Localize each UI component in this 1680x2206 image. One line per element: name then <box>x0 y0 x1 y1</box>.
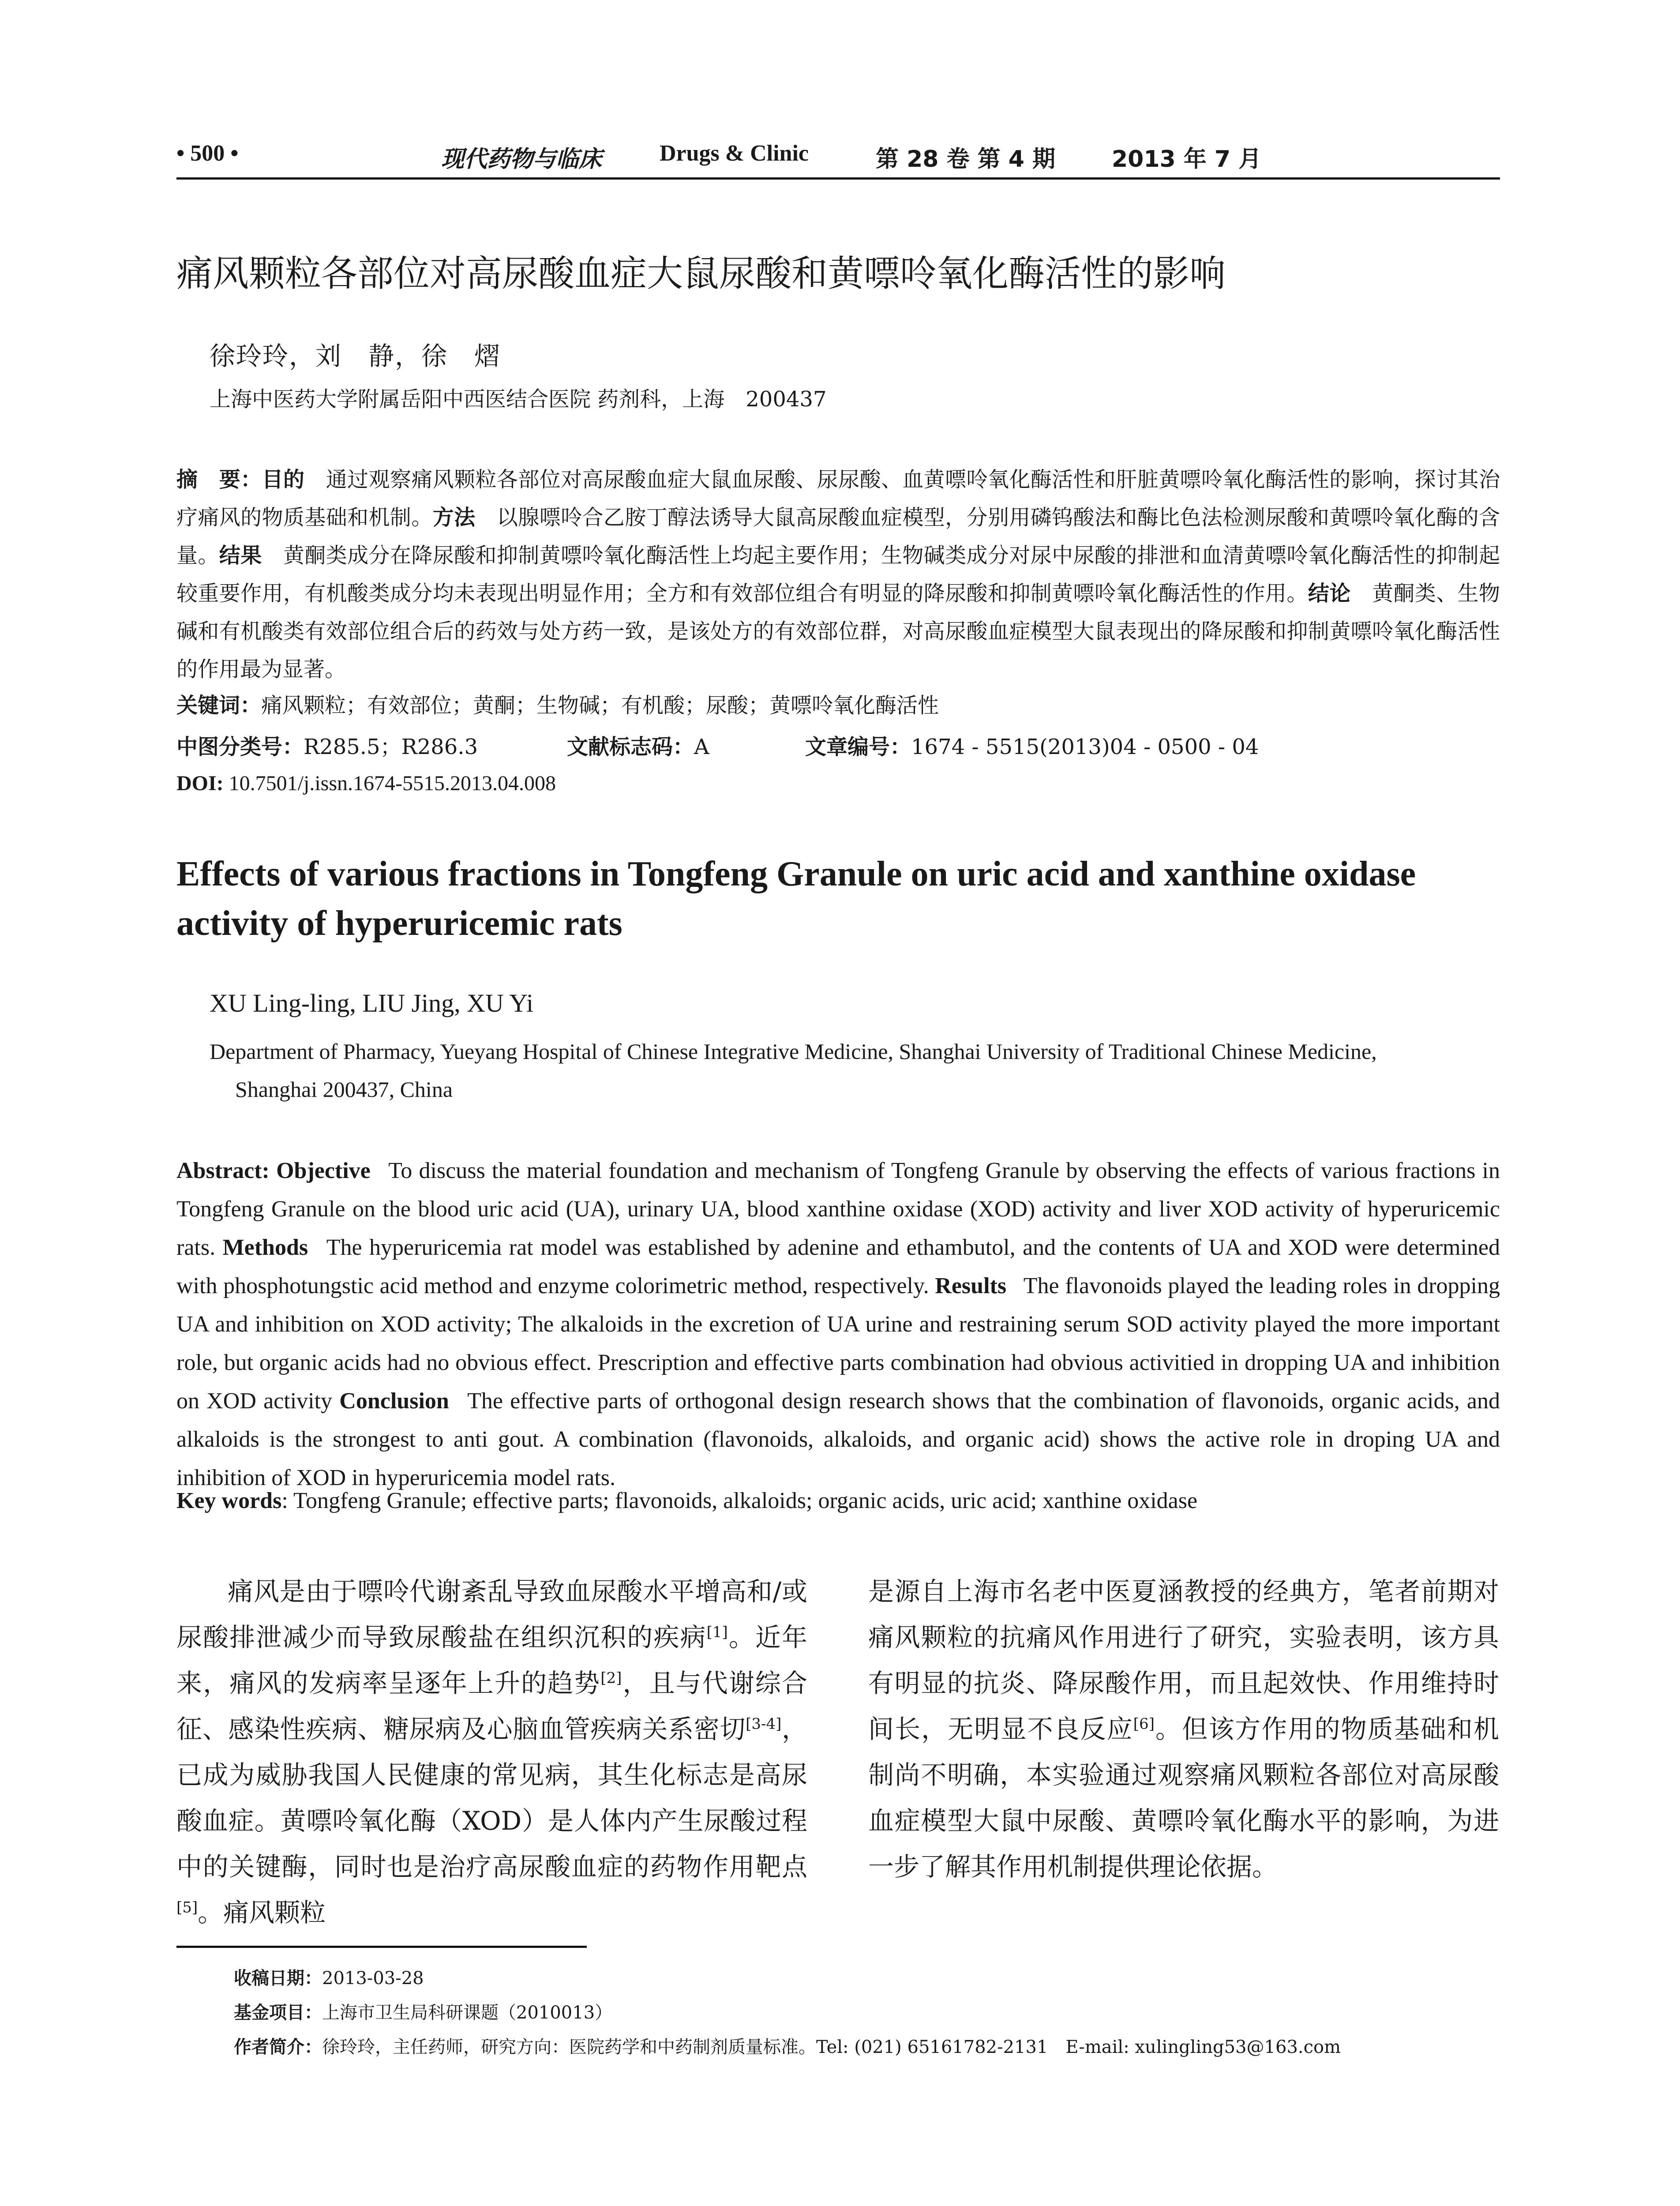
journal-date: 2013 年 7 月 <box>1112 146 1262 173</box>
clc-value: R285.5；R286.3 <box>304 735 478 759</box>
journal-issue: 第 28 卷 第 4 期 <box>876 146 1056 173</box>
body-text: ，已成为威胁我国人民健康的常见病，其生化标志是高尿酸血症。黄嘌呤氧化酶（XOD）是人体内产生尿酸过程中的关键酶，同时也是治疗高尿酸血症的药物作用靶点 <box>176 1714 807 1882</box>
doc-code <box>567 730 709 760</box>
abstract-cn <box>176 461 1500 688</box>
citation: [3-4] <box>746 1715 782 1733</box>
article-number-label: 文章编号： <box>805 735 911 759</box>
article-number-value: 1674 - 5515(2013)04 - 0500 - 04 <box>911 735 1259 759</box>
title-en: Effects of various fractions in Tongfeng Granule on uric acid and xanthine oxidase activity of hyperuricemic rats <box>176 855 1416 943</box>
body-column-right <box>868 1568 1499 1890</box>
objective-en: To discuss the material foundation and mechanism of Tongfeng Granule by observing the effects of various fractions in Tongfeng Granule on the blood uric acid (UA), urinary UA, blood xanthine oxidase (XOD) activity and liver XOD activity of hyperuricemic rats. <box>176 1158 1500 1260</box>
body-text: 是源自上海市名老中医夏涵教授的经典方，笔者前期对痛风颗粒的抗痛风作用进行了研究，实验表明，该方具有明显的抗炎、降尿酸作用，而且起效快、作用维持时间长，无明显不良反应 <box>868 1576 1499 1744</box>
doi-label: DOI: <box>176 772 224 795</box>
footnote-fund <box>234 1999 612 2024</box>
fund-label: 基金项目： <box>234 2003 322 2023</box>
keywords-en-value: : Tongfeng Granule; effective parts; flavonoids, alkaloids; organic acids, uric acid; xanthine oxidase <box>281 1488 1198 1513</box>
author-label: 作者简介： <box>234 2037 322 2057</box>
abstract-en <box>176 1152 1500 1497</box>
results-label-cn: 结果 <box>219 543 262 568</box>
body-column-left <box>176 1568 807 1936</box>
header-rule <box>176 177 1500 180</box>
methods-label-cn: 方法 <box>432 505 476 530</box>
received-label: 收稿日期： <box>234 1968 322 1988</box>
conclusion-label-cn: 结论 <box>1308 581 1351 606</box>
citation: [2] <box>600 1669 622 1687</box>
affiliation-en <box>210 1032 1500 1108</box>
title-cn: 痛风颗粒各部位对高尿酸血症大鼠尿酸和黄嘌呤氧化酶活性的影响 <box>176 253 1226 295</box>
footnote-received <box>234 1964 424 1989</box>
citation: [6] <box>1133 1715 1155 1733</box>
citation: [1] <box>706 1623 728 1641</box>
methods-label-en: Methods <box>222 1235 308 1260</box>
authors-en: XU Ling-ling, LIU Jing, XU Yi <box>210 989 534 1017</box>
journal-name-cn: 现代药物与临床 <box>441 146 602 173</box>
results-label-en: Results <box>935 1273 1007 1298</box>
classification-line <box>176 730 478 760</box>
conclusion-cn: 黄酮类、生物碱和有机酸类有效部位组合后的药效与处方药一致，是该处方的有效部位群，对高尿酸血症模型大鼠表现出的降尿酸和抑制黄嘌呤氧化酶活性的作用最为显著。 <box>176 581 1500 682</box>
doc-code-label: 文献标志码： <box>567 735 694 759</box>
keywords-en-label: Key words <box>176 1488 282 1513</box>
page-number: • 500 • <box>176 141 239 166</box>
authors-cn: 徐玲玲，刘 静，徐 熠 <box>210 341 501 371</box>
keywords-cn-value: 痛风颗粒；有效部位；黄酮；生物碱；有机酸；尿酸；黄嘌呤氧化酶活性 <box>261 693 939 718</box>
body-text: 。近年来，痛风的发病率呈逐年上升的趋势 <box>176 1622 807 1698</box>
body-text: ，且与代谢综合征、感染性疾病、糖尿病及心脑血管疾病关系密切 <box>176 1668 807 1744</box>
objective-label-en: Objective <box>276 1158 371 1183</box>
citation: [5] <box>176 1898 198 1917</box>
abstract-cn-label: 摘 要： <box>176 467 262 492</box>
clc-label: 中图分类号： <box>176 735 304 759</box>
fund-value: 上海市卫生局科研课题（2010013） <box>322 2003 613 2023</box>
objective-cn: 通过观察痛风颗粒各部位对高尿酸血症大鼠血尿酸、尿尿酸、血黄嘌呤氧化酶活性和肝脏黄嘌呤氧化酶活性的影响，探讨其治疗痛风的物质基础和机制。 <box>176 467 1500 530</box>
article-number <box>805 730 1259 760</box>
conclusion-label-en: Conclusion <box>339 1388 449 1414</box>
conclusion-en: The effective parts of orthogonal design research shows that the combination of flavonoids, organic acids, and alkaloids is the strongest to anti gout. A combination (flavonoids, alkaloids, and organic acid) shows the active role in droping UA and inhibition of XOD in hyperuricemia model rats. <box>176 1388 1500 1490</box>
journal-name-en: Drugs & Clinic <box>660 141 809 166</box>
doi <box>176 771 556 795</box>
body-text: 痛风是由于嘌呤代谢紊乱导致血尿酸水平增高和/或尿酸排泄减少而导致尿酸盐在组织沉积的疾病 <box>176 1576 807 1652</box>
affiliation-cn: 上海中医药大学附属岳阳中西医结合医院 药剂科，上海 200437 <box>210 387 827 412</box>
author-value: 徐玲玲，主任药师，研究方向：医院药学和中药制剂质量标准。Tel: (021) 65161782-2131 E-mail: xulingling53@163.com <box>322 2037 1341 2057</box>
methods-en: The hyperuricemia rat model was established by adenine and ethambutol, and the contents of UA and XOD were determined with phosphotungstic acid method and enzyme colorimetric method, respectively. <box>176 1235 1500 1298</box>
results-en: The flavonoids played the leading roles in dropping UA and inhibition on XOD activity; The alkaloids in the excretion of UA urine and restraining serum SOD activity played the more important role, but organic acids had no obvious effect. Prescription and effective parts combination had obvious activitied in dropping UA and inhibition on XOD activity <box>176 1273 1500 1414</box>
doi-value: 10.7501/j.issn.1674-5515.2013.04.008 <box>229 772 556 795</box>
results-cn: 黄酮类成分在降尿酸和抑制黄嘌呤氧化酶活性上均起主要作用；生物碱类成分对尿中尿酸的排泄和血清黄嘌呤氧化酶活性的抑制起较重要作用，有机酸类成分均未表现出明显作用；全方和有效部位组合有明显的降尿酸和抑制黄嘌呤氧化酶活性的作用。 <box>176 543 1500 606</box>
body-text: 。但该方作用的物质基础和机制尚不明确，本实验通过观察痛风颗粒各部位对高尿酸血症模型大鼠中尿酸、黄嘌呤氧化酶水平的影响，为进一步了解其作用机制提供理论依据。 <box>868 1714 1499 1882</box>
keywords-en <box>176 1488 1197 1514</box>
affiliation-en-line2: Shanghai 200437, China <box>235 1077 453 1102</box>
objective-label-cn: 目的 <box>262 467 305 492</box>
doc-code-value: A <box>694 735 709 759</box>
footnote-author <box>234 2033 1341 2058</box>
keywords-cn-label: 关键词： <box>176 693 262 718</box>
abstract-en-label: Abstract: <box>176 1158 270 1183</box>
footnote-rule <box>176 1946 587 1948</box>
methods-cn: 以腺嘌呤合乙胺丁醇法诱导大鼠高尿酸血症模型，分别用磷钨酸法和酶比色法检测尿酸和黄嘌呤氧化酶的含量。 <box>176 505 1500 568</box>
received-date: 2013-03-28 <box>322 1968 424 1988</box>
body-text: 。痛风颗粒 <box>198 1898 326 1928</box>
affiliation-en-line1: Department of Pharmacy, Yueyang Hospital of Chinese Integrative Medicine, Shanghai University of Traditional Chinese Medicine, <box>210 1039 1377 1064</box>
keywords-cn <box>176 688 939 719</box>
